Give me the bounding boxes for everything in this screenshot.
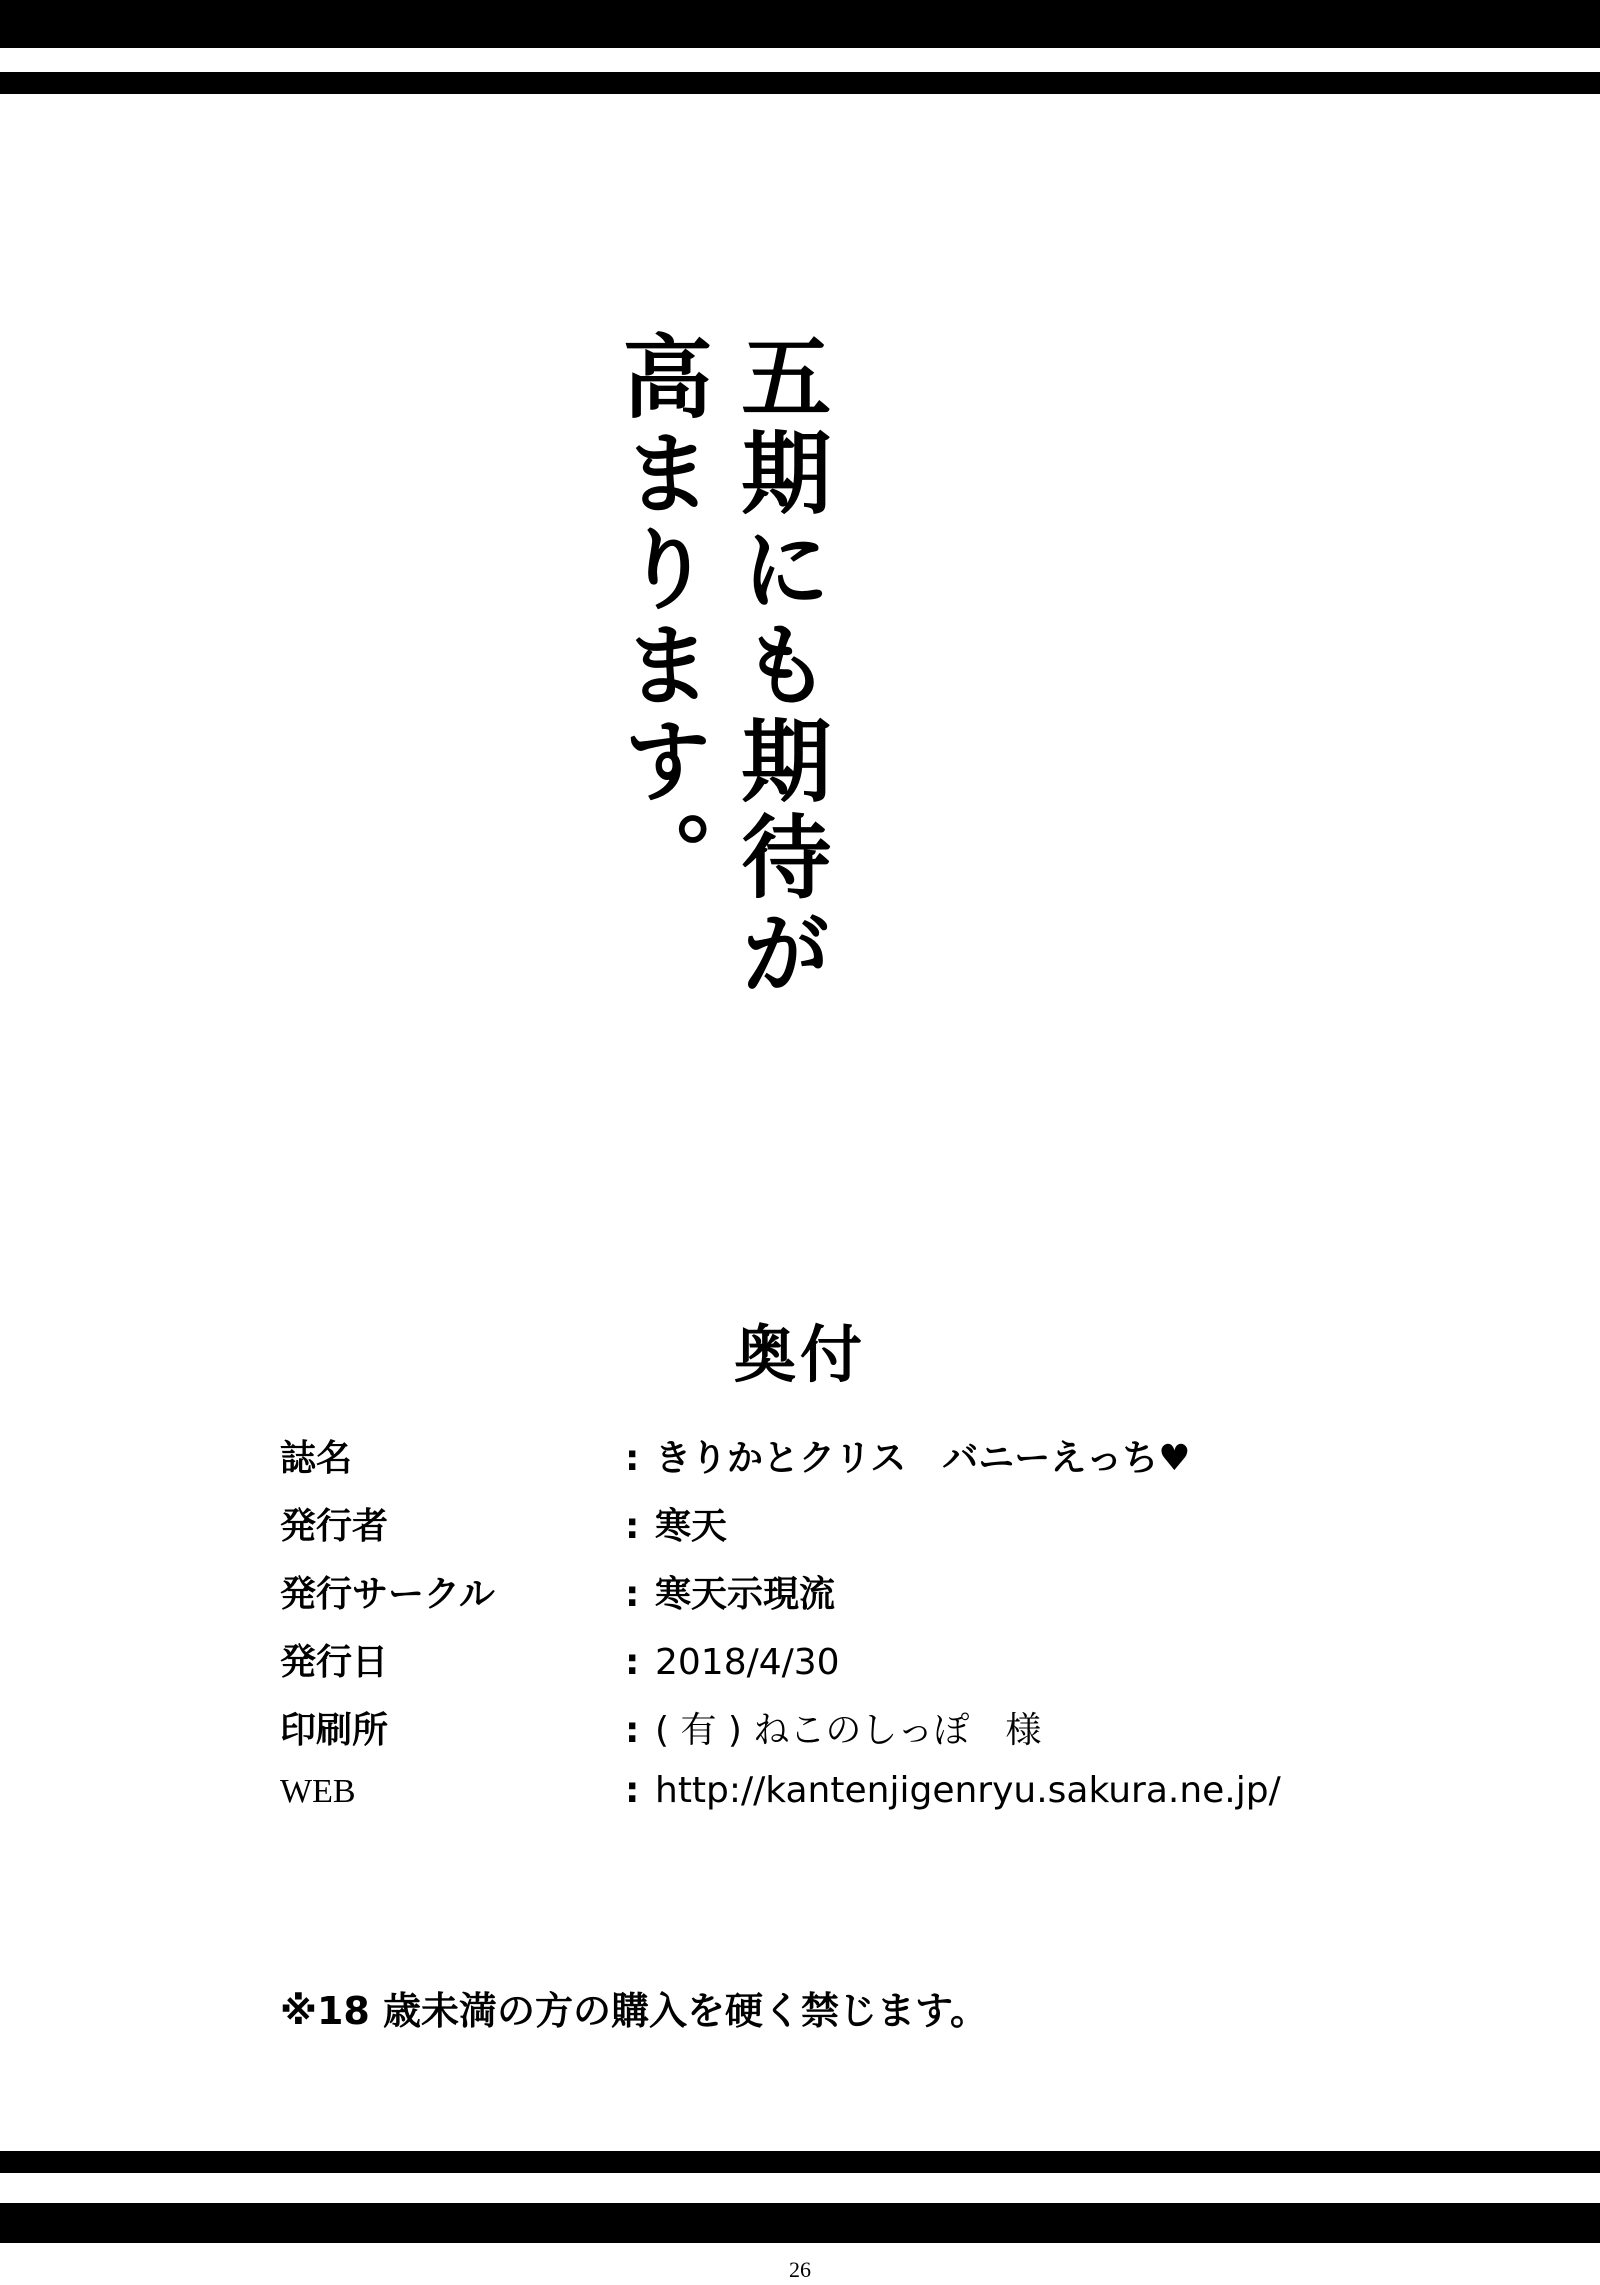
row-value: 寒天	[655, 1506, 728, 1547]
row-label: WEB	[280, 1773, 356, 1810]
decorative-bar-bottom-inner	[0, 2151, 1600, 2173]
row-colon: :	[625, 1438, 640, 1479]
row-value: きりかとクリス バニーえっち♥	[655, 1438, 1191, 1479]
row-label: 誌名	[280, 1438, 353, 1479]
decorative-bar-top-outer	[0, 0, 1600, 48]
row-colon: :	[625, 1574, 640, 1615]
decorative-bar-top-inner	[0, 72, 1600, 94]
row-colon: :	[625, 1642, 640, 1683]
table-row	[280, 1770, 1380, 1811]
headline-area	[0, 330, 1600, 1060]
table-row	[280, 1702, 1380, 1753]
row-colon: :	[625, 1710, 640, 1751]
age-restriction-notice: ※18 歳未満の方の購入を硬く禁じます。	[280, 1989, 989, 2033]
table-row	[280, 1430, 1380, 1481]
decorative-bar-bottom-outer	[0, 2203, 1600, 2243]
table-row	[280, 1634, 1380, 1685]
row-label: 発行者	[280, 1506, 389, 1547]
table-row	[280, 1498, 1380, 1549]
colophon-table	[280, 1430, 1380, 1828]
table-row	[280, 1566, 1380, 1617]
headline-vertical-text: 五期にも期待が高まります。	[606, 330, 831, 1002]
row-value: 寒天示現流	[655, 1574, 836, 1615]
colophon-heading: 奥付	[733, 1318, 866, 1391]
row-label: 発行日	[280, 1642, 389, 1683]
row-colon: :	[625, 1770, 640, 1811]
row-label: 印刷所	[280, 1710, 389, 1751]
row-value-url[interactable]: http://kantenjigenryu.sakura.ne.jp/	[655, 1770, 1281, 1811]
row-label: 発行サークル	[280, 1574, 495, 1615]
row-colon: :	[625, 1506, 640, 1547]
row-value: ( 有 ) ねこのしっぽ 様	[655, 1710, 1042, 1751]
row-value: 2018/4/30	[655, 1642, 840, 1683]
page-number: 26	[789, 2257, 811, 2282]
